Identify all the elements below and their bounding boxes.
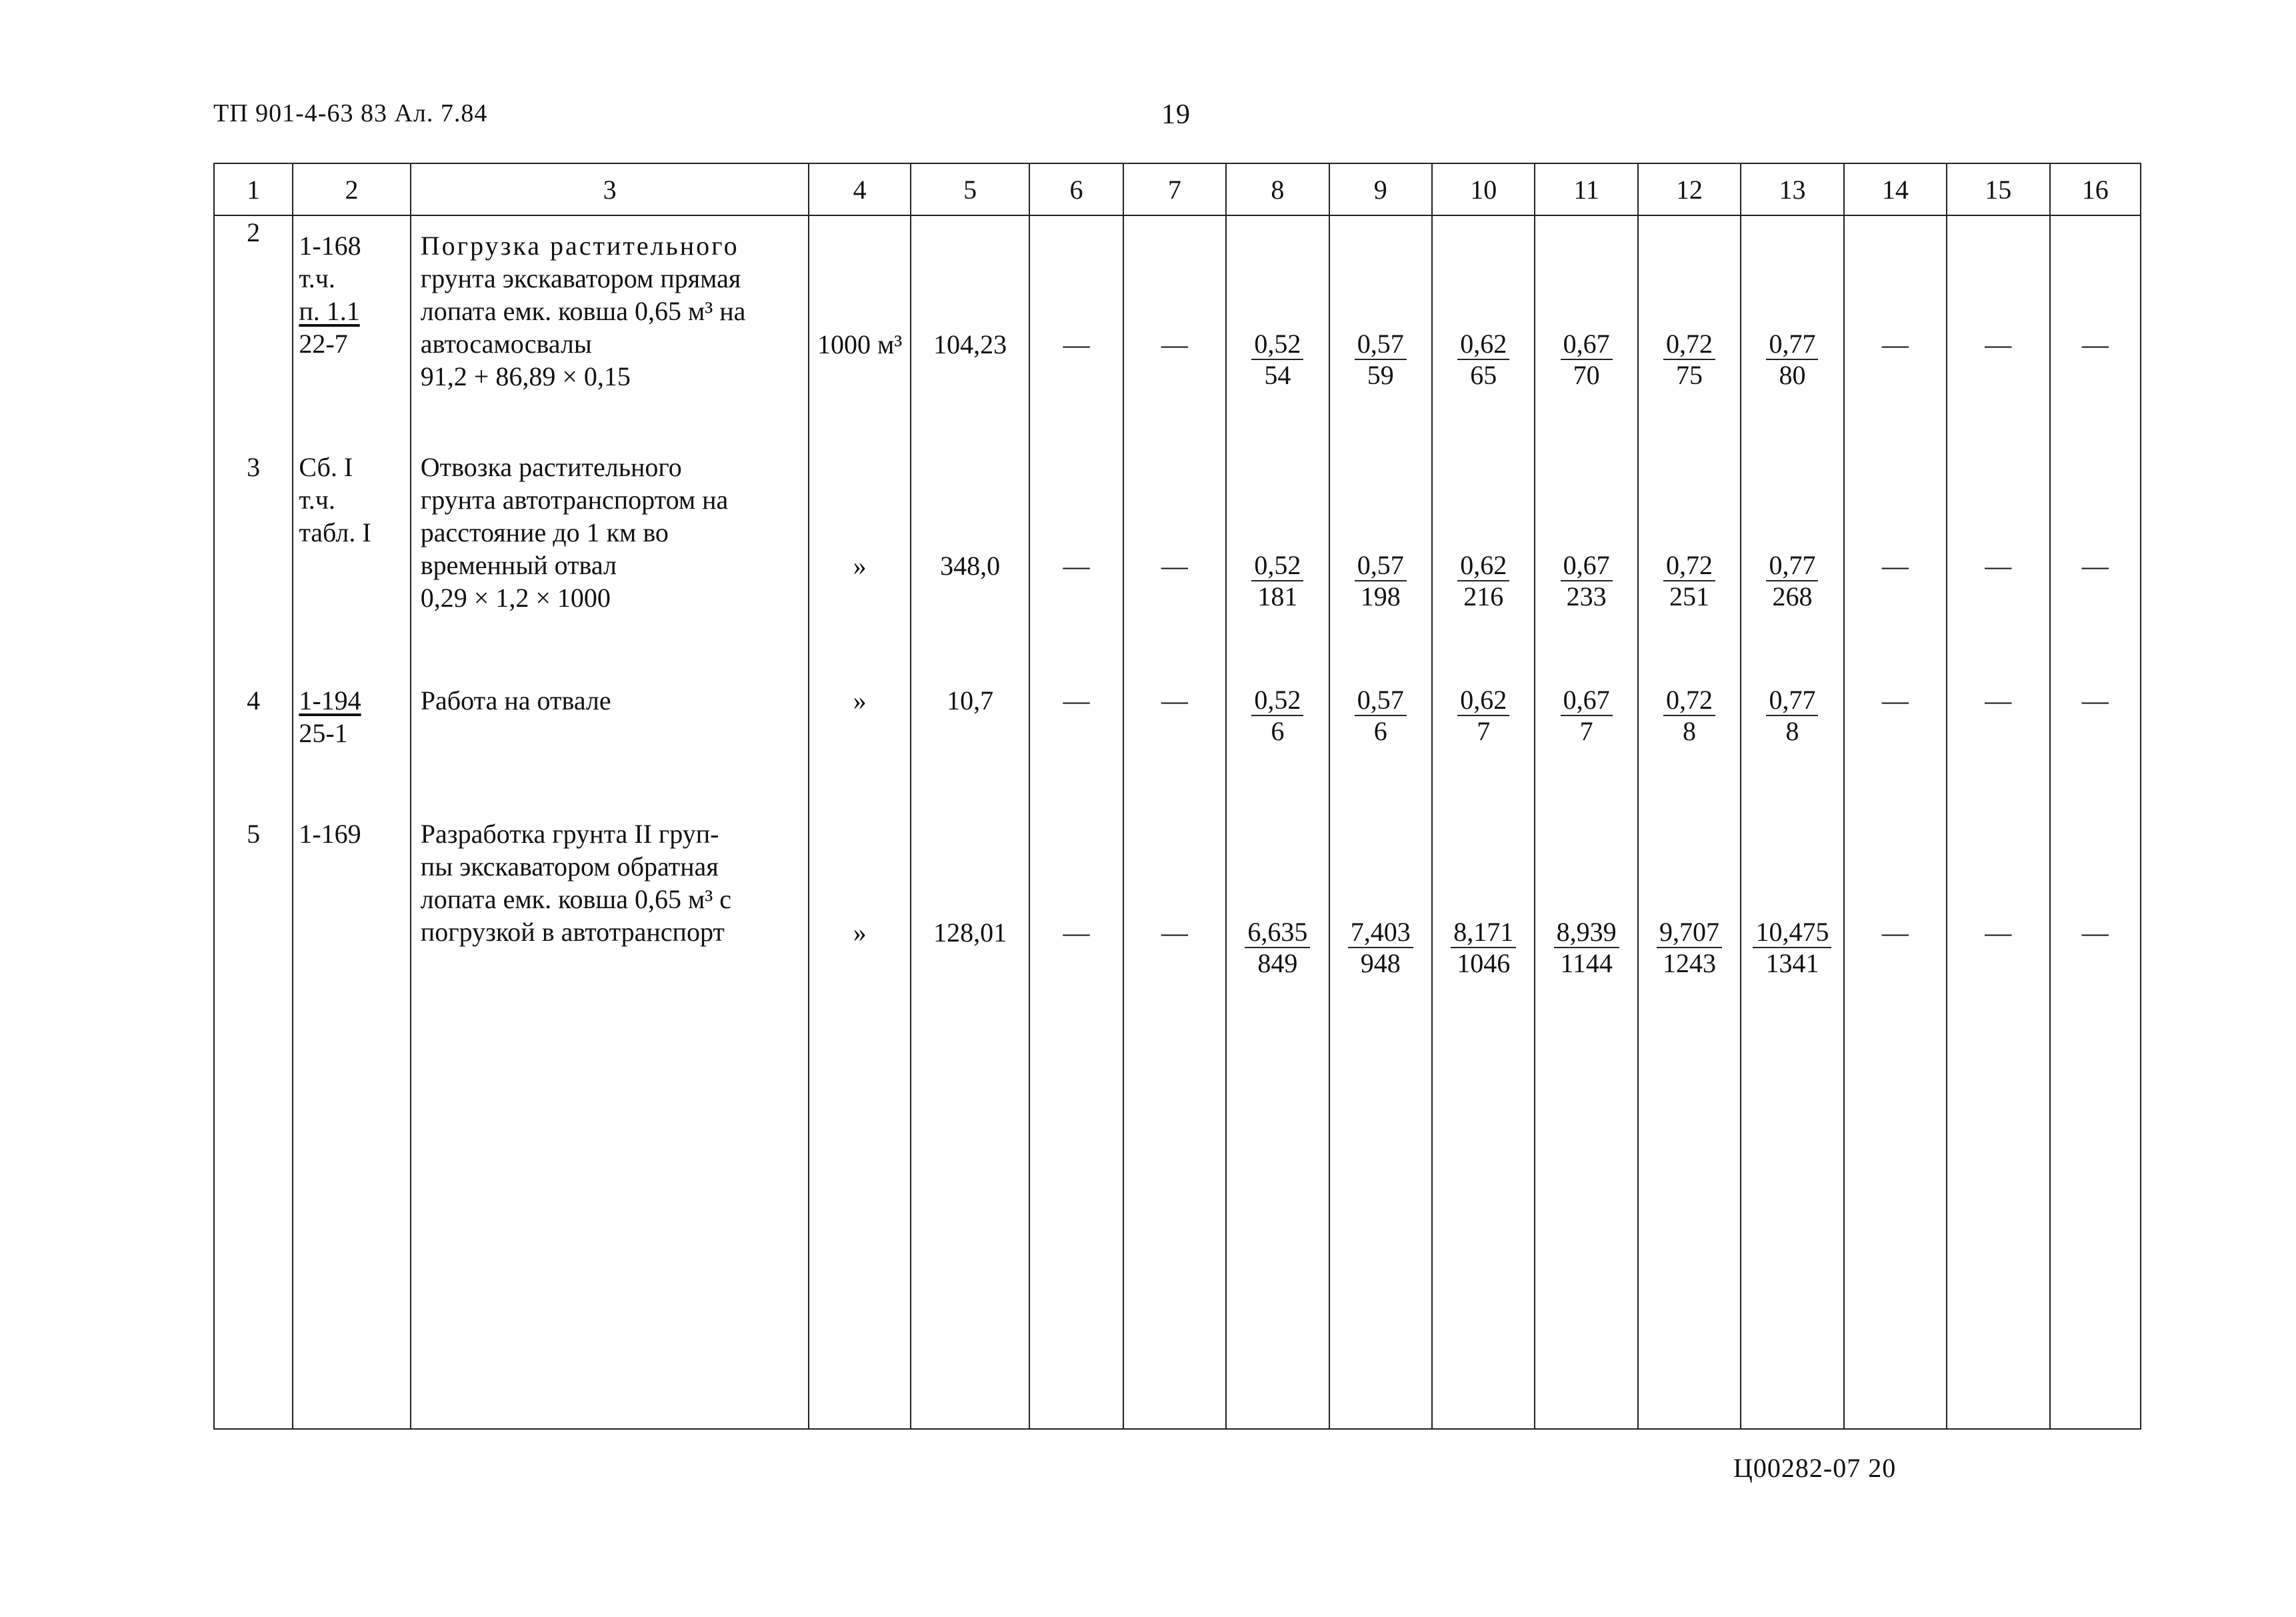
fraction — [1457, 329, 1509, 391]
fraction-top: 0,57 — [1355, 685, 1407, 716]
fraction-top: 0,72 — [1663, 685, 1715, 716]
fraction-bottom: 75 — [1676, 360, 1703, 390]
fraction — [1766, 551, 1818, 612]
norm-code-line: т.ч. — [299, 263, 335, 293]
fraction — [1561, 551, 1613, 612]
fraction-top: 0,52 — [1251, 551, 1303, 581]
description-line: Погрузка растительного — [420, 231, 739, 261]
fraction-bottom: 80 — [1779, 360, 1806, 390]
dash: — — [1985, 918, 2012, 948]
table-row — [214, 215, 2141, 451]
fraction-top: 10,475 — [1753, 918, 1831, 948]
column-header: 6 — [1029, 163, 1123, 215]
description-line: 91,2 + 86,89 × 0,15 — [420, 361, 631, 391]
table-row — [214, 818, 2141, 1429]
fraction-top: 0,62 — [1457, 551, 1509, 581]
fraction — [1766, 329, 1818, 391]
fraction-top: 0,67 — [1561, 551, 1613, 581]
fraction-top: 0,62 — [1457, 329, 1509, 360]
fraction — [1457, 685, 1509, 747]
description-line: Отвозка растительного — [420, 452, 682, 482]
fraction-top: 0,72 — [1663, 551, 1715, 581]
row-number: 2 — [247, 217, 261, 247]
fraction-top: 7,403 — [1348, 918, 1413, 948]
fraction — [1245, 918, 1310, 979]
row-number: 5 — [247, 819, 261, 849]
column-header: 11 — [1535, 163, 1637, 215]
fraction-bottom: 233 — [1566, 581, 1607, 611]
unit: » — [853, 918, 867, 948]
dash: — — [1063, 329, 1090, 359]
fraction — [1251, 329, 1303, 391]
footer-code: Ц00282-07 20 — [1733, 1453, 1897, 1483]
fraction-bottom: 65 — [1470, 360, 1497, 390]
fraction-top: 9,707 — [1657, 918, 1722, 948]
fraction-bottom: 1144 — [1560, 948, 1613, 978]
fraction — [1561, 685, 1613, 747]
quantity: 10,7 — [947, 685, 994, 715]
column-header: 8 — [1226, 163, 1329, 215]
dash: — — [1161, 918, 1188, 948]
fraction-bottom: 7 — [1579, 716, 1593, 746]
fraction — [1554, 918, 1619, 979]
dash: — — [1161, 329, 1188, 359]
fraction-bottom: 268 — [1772, 581, 1813, 611]
description-line: 0,29 × 1,2 × 1000 — [420, 583, 611, 613]
norm-code-line: 1-168 — [299, 231, 361, 261]
work-description — [411, 216, 809, 393]
row-number: 4 — [247, 685, 261, 715]
fraction-top: 0,52 — [1251, 685, 1303, 716]
fraction — [1355, 685, 1407, 747]
norm-code-line: табл. I — [299, 517, 371, 547]
row-number: 3 — [247, 452, 261, 482]
column-header: 15 — [1947, 163, 2049, 215]
column-header: 13 — [1741, 163, 1843, 215]
description-line: временный отвал — [420, 550, 617, 580]
norm-code — [293, 216, 409, 360]
fraction-top: 8,171 — [1451, 918, 1516, 948]
dash: — — [1881, 918, 1909, 948]
description-line: пы экскаватором обратная — [420, 852, 719, 882]
fraction-bottom: 1243 — [1663, 948, 1717, 978]
quantity: 348,0 — [940, 551, 1001, 581]
norm-code-line: 1-169 — [299, 819, 361, 849]
fraction — [1251, 685, 1303, 747]
dash: — — [1985, 329, 2012, 359]
norm-code-line: 25-1 — [299, 718, 348, 748]
dash: — — [1881, 685, 1909, 715]
unit: 1000 м³ — [817, 329, 903, 359]
description-line: лопата емк. ковша 0,65 м³ с — [420, 884, 732, 914]
fraction-bottom: 6 — [1271, 716, 1285, 746]
description-line: расстояние до 1 км во — [420, 517, 669, 547]
fraction-bottom: 8 — [1785, 716, 1799, 746]
dash: — — [2081, 551, 2109, 581]
fraction-top: 6,635 — [1245, 918, 1310, 948]
norm-code-line: 1-194 — [299, 685, 361, 715]
fraction — [1663, 329, 1715, 391]
description-line: погрузкой в автотранспорт — [420, 917, 725, 947]
fraction-top: 0,72 — [1663, 329, 1715, 360]
unit: » — [853, 551, 867, 581]
page-number: 19 — [1161, 99, 1191, 130]
fraction — [1457, 551, 1509, 612]
dash: — — [1985, 685, 2012, 715]
fraction-bottom: 8 — [1683, 716, 1697, 746]
column-header: 7 — [1123, 163, 1226, 215]
fraction-bottom: 849 — [1257, 948, 1298, 978]
dash: — — [1881, 551, 1909, 581]
dash: — — [1881, 329, 1909, 359]
fraction-bottom: 54 — [1264, 360, 1291, 390]
fraction-bottom: 948 — [1360, 948, 1401, 978]
fraction — [1753, 918, 1831, 979]
description-line: Разработка грунта II груп- — [420, 819, 719, 849]
norm-code — [293, 818, 409, 850]
dash: — — [1161, 685, 1188, 715]
dash: — — [2081, 685, 2109, 715]
table-row — [214, 684, 2141, 818]
work-description — [411, 451, 809, 614]
fraction — [1251, 551, 1303, 612]
column-number-row — [214, 163, 2141, 215]
fraction-top: 0,52 — [1251, 329, 1303, 360]
fraction — [1451, 918, 1516, 979]
fraction-bottom: 7 — [1477, 716, 1491, 746]
table-row — [214, 451, 2141, 684]
fraction-bottom: 1341 — [1765, 948, 1819, 978]
fraction-bottom: 1046 — [1457, 948, 1511, 978]
unit: » — [853, 685, 867, 715]
norm-code — [293, 451, 409, 549]
column-header: 14 — [1844, 163, 1947, 215]
fraction-top: 0,67 — [1561, 685, 1613, 716]
dash: — — [1063, 685, 1090, 715]
fraction — [1663, 551, 1715, 612]
norm-code — [293, 684, 409, 749]
work-description — [411, 684, 809, 717]
fraction — [1766, 685, 1818, 747]
fraction-top: 0,77 — [1766, 685, 1818, 716]
description-line: лопата емк. ковша 0,65 м³ на — [420, 296, 746, 326]
fraction-bottom: 59 — [1367, 360, 1394, 390]
estimate-table — [213, 163, 2141, 1430]
fraction-top: 0,77 — [1766, 551, 1818, 581]
norm-code-line: 22-7 — [299, 329, 348, 359]
fraction — [1561, 329, 1613, 391]
fraction-top: 0,67 — [1561, 329, 1613, 360]
column-header: 2 — [293, 163, 410, 215]
fraction-top: 0,77 — [1766, 329, 1818, 360]
quantity: 104,23 — [933, 329, 1007, 359]
fraction-bottom: 6 — [1373, 716, 1387, 746]
fraction — [1355, 329, 1407, 391]
column-header: 10 — [1432, 163, 1535, 215]
column-header: 5 — [911, 163, 1029, 215]
dash: — — [2081, 918, 2109, 948]
dash: — — [1063, 918, 1090, 948]
column-header: 12 — [1638, 163, 1741, 215]
column-header: 16 — [2050, 163, 2141, 215]
quantity: 128,01 — [933, 918, 1007, 948]
dash: — — [1161, 551, 1188, 581]
column-header: 4 — [809, 163, 910, 215]
fraction — [1663, 685, 1715, 747]
norm-code-line: Сб. I — [299, 452, 353, 482]
fraction-top: 0,57 — [1355, 551, 1407, 581]
description-line: автосамосвалы — [420, 329, 592, 359]
description-line: грунта автотранспортом на — [420, 485, 729, 515]
column-header: 9 — [1329, 163, 1432, 215]
dash: — — [2081, 329, 2109, 359]
fraction-bottom: 216 — [1463, 581, 1504, 611]
fraction-top: 0,62 — [1457, 685, 1509, 716]
fraction — [1355, 551, 1407, 612]
dash: — — [1985, 551, 2012, 581]
norm-code-line: п. 1.1 — [299, 296, 360, 326]
column-header: 3 — [411, 163, 809, 215]
work-description — [411, 818, 809, 948]
description-line: грунта экскаватором прямая — [420, 263, 741, 293]
fraction-bottom: 70 — [1573, 360, 1600, 390]
fraction-top: 0,57 — [1355, 329, 1407, 360]
norm-code-line: т.ч. — [299, 485, 335, 515]
fraction-bottom: 251 — [1669, 581, 1710, 611]
dash: — — [1063, 551, 1090, 581]
fraction-bottom: 181 — [1257, 581, 1298, 611]
fraction-top: 8,939 — [1554, 918, 1619, 948]
fraction — [1348, 918, 1413, 979]
column-header: 1 — [214, 163, 293, 215]
fraction-bottom: 198 — [1360, 581, 1401, 611]
document-code: ТП 901-4-63 83 Ал. 7.84 — [213, 99, 488, 127]
description-line: Работа на отвале — [420, 685, 611, 715]
fraction — [1657, 918, 1722, 979]
